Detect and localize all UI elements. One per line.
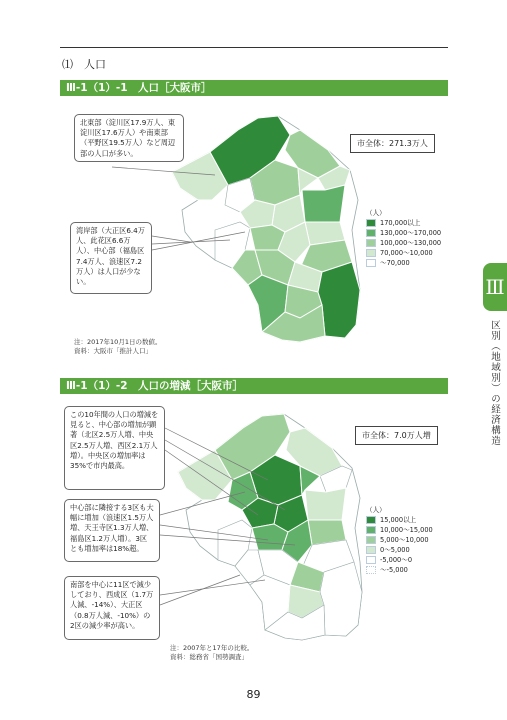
figure2-callout-bottom: 南部を中心に11区で減少しており、西成区（1.7万人減、-14%）、大正区（0.8万人減、-10%）の2区の減少率が高い。 — [64, 576, 160, 640]
legend-label: 15,000以上 — [380, 516, 417, 524]
legend-label: ～70,000 — [380, 259, 410, 267]
chapter-tab: Ⅲ — [483, 263, 507, 311]
figure2-legend — [366, 505, 433, 575]
figure2-source: 資料：総務省「国勢調査」 — [170, 653, 248, 661]
figure2-notes — [170, 644, 253, 662]
figure2-legend-item — [366, 525, 433, 535]
legend-swatch — [366, 556, 376, 564]
figure2-leader-line — [160, 580, 265, 595]
legend-label: 100,000～130,000 — [380, 239, 442, 247]
legend-swatch — [366, 536, 376, 544]
legend-label: -5,000～0 — [380, 556, 413, 564]
figure2-legend-item — [366, 515, 433, 525]
chapter-tab-text: 区別（地域別）の経済構造 — [489, 320, 500, 446]
figure1-title-bar: Ⅲ-1（1）-1 人口［大阪市］ — [60, 80, 448, 96]
figure2-legend-item — [366, 535, 433, 545]
map2-district-higashinari-n — [305, 488, 346, 520]
figure2-callout-mid: 中心部に隣接する3区も大幅に増加（浪速区1.5万人増、天王寺区1.3万人増、福島区1.2万人増）。3区とも増加率は18%超。 — [64, 499, 160, 562]
legend-swatch — [366, 566, 376, 574]
figure1-legend-unit: （人） — [366, 209, 386, 217]
legend-swatch — [366, 546, 376, 554]
figure2-legend-unit: （人） — [366, 506, 386, 514]
figure1-total-box: 市全体：271.3万人 — [350, 134, 435, 153]
page-number: 89 — [246, 688, 261, 701]
map2-district-hirano — [320, 562, 362, 636]
figure1-note: 注：2017年10月1日の数値。 — [74, 338, 162, 346]
section-title: ⑴ 人口 — [62, 58, 106, 71]
figure1-source: 資料：大阪市「推計人口」 — [74, 347, 152, 355]
legend-label: 130,000～170,000 — [380, 229, 442, 237]
figure1-callout-top: 北東部（淀川区17.9万人、東淀川区17.6万人）や南東部（平野区19.5万人）など周辺部の人口が多い。 — [74, 114, 184, 162]
figure2-leader-line — [160, 575, 240, 605]
legend-label: 5,000～10,000 — [380, 536, 429, 544]
legend-swatch — [366, 516, 376, 524]
figure2-total-box: 市全体：7.0万人増 — [355, 426, 438, 445]
figure1-callout-left: 湾岸部（大正区6.4万人、此花区6.6万人）、中心部（福島区7.4万人、浪速区7.2万人）は人口が少ない。 — [70, 222, 152, 294]
figure2-note: 注：2007年と17年の比較。 — [170, 644, 254, 652]
figure2-legend-item — [366, 565, 433, 575]
figure2-legend-item — [366, 545, 433, 555]
figure2-title-bar: Ⅲ-1（1）-2 人口の増減［大阪市］ — [60, 378, 448, 394]
legend-label: ～-5,000 — [380, 566, 408, 574]
legend-label: 0～5,000 — [380, 546, 410, 554]
legend-label: 10,000～15,000 — [380, 526, 433, 534]
legend-swatch — [366, 526, 376, 534]
figure2-callout-top: この10年間の人口の増減を見ると、中心部の増加が顕著（北区2.5万人増、中央区2.5万人増、西区2.1万人増）。中央区の増加率は35%で市内最高。 — [64, 406, 165, 490]
figure2-legend-item — [366, 555, 433, 565]
legend-label: 70,000～10,000 — [380, 249, 433, 257]
legend-label: 170,000以上 — [380, 219, 421, 227]
